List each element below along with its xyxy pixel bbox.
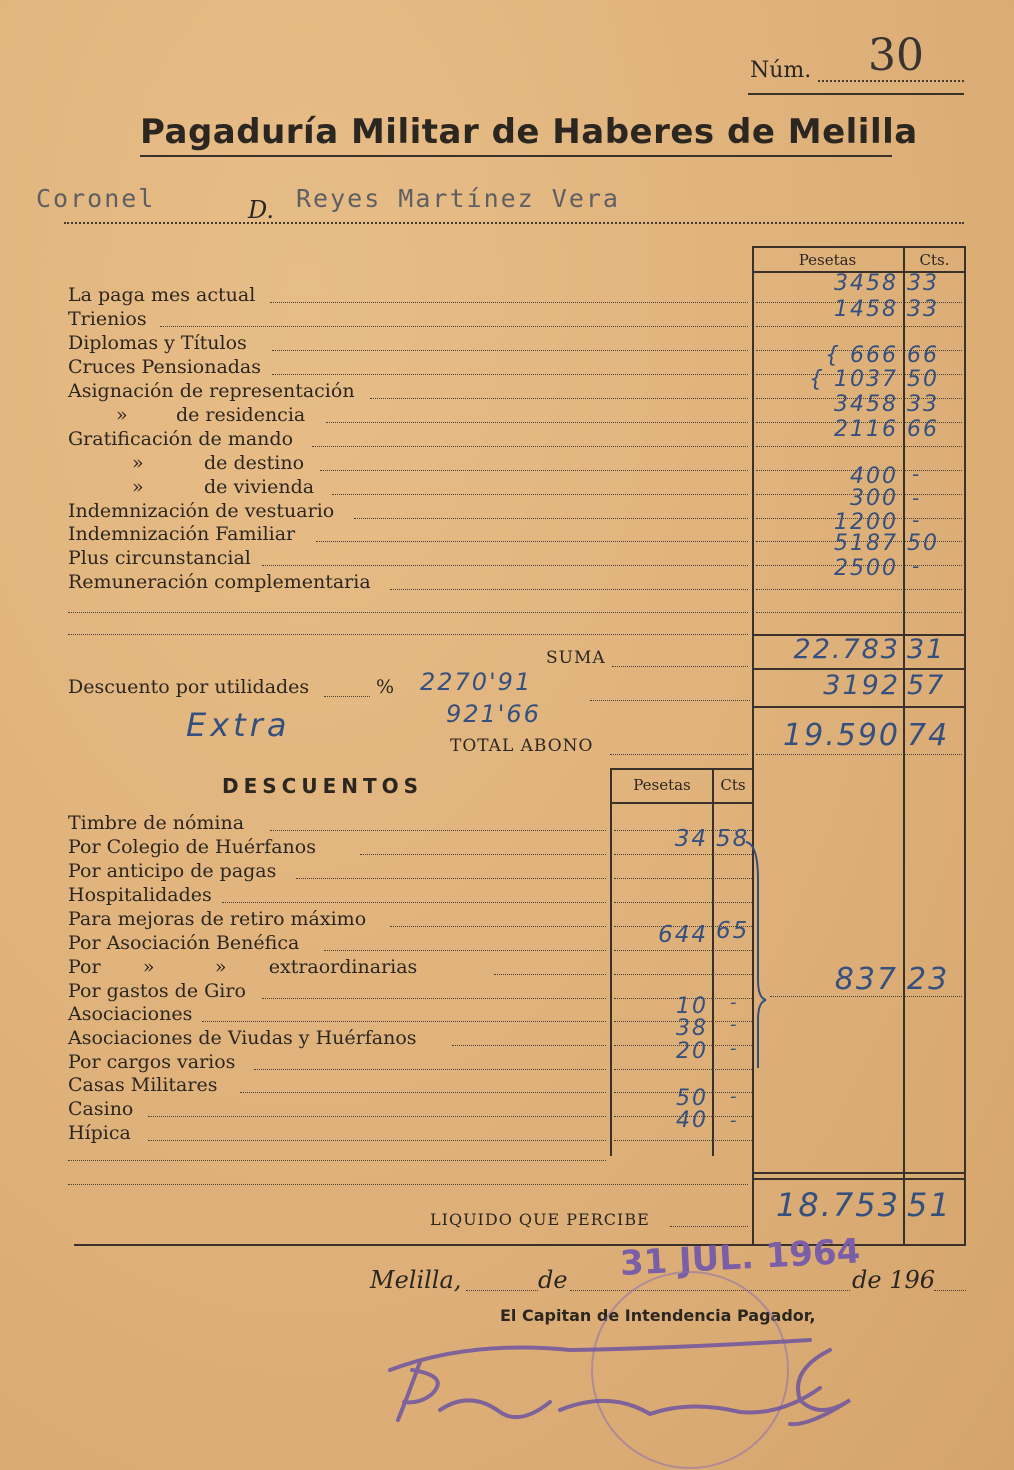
- list-item: Hospitalidades: [68, 884, 212, 906]
- amount-pesetas: 644: [658, 922, 708, 948]
- list-item: Por cargos varios: [68, 1051, 236, 1073]
- leader: [270, 302, 748, 303]
- box-top-border: [752, 246, 966, 248]
- bracket-mark: [740, 840, 770, 1070]
- leader: [160, 326, 748, 327]
- list-item: Por Colegio de Huérfanos: [68, 836, 316, 858]
- list-item: Asignación de representación: [68, 380, 355, 402]
- utilidades-rule: [752, 706, 966, 708]
- recipient-rank: Coronel: [36, 184, 156, 213]
- leader: [68, 1160, 606, 1161]
- amount-cts: -: [912, 462, 922, 486]
- recipient-prefix: D.: [248, 196, 275, 224]
- utilidades-cts: 57: [907, 670, 946, 701]
- list-item: » de destino: [132, 452, 305, 474]
- number-label: Núm.: [750, 58, 812, 83]
- total-abono-cts: 74: [907, 718, 950, 753]
- document-title: Pagaduría Militar de Haberes de Melilla: [140, 112, 918, 152]
- list-item: Asociaciones de Viudas y Huérfanos: [68, 1027, 417, 1049]
- list-item: Casino: [68, 1098, 134, 1120]
- desc-col-pesetas: Pesetas: [633, 776, 691, 794]
- box-row-line: [614, 974, 752, 975]
- amount-pesetas: { 1037: [809, 367, 898, 392]
- list-item: Para mejoras de retiro máximo: [68, 908, 367, 930]
- amount-cts: 65: [716, 918, 750, 944]
- amount-pesetas: 3458: [834, 392, 898, 417]
- box-divider: [903, 246, 905, 1246]
- amount-cts: 50: [907, 367, 939, 392]
- leader: [202, 1021, 606, 1022]
- leader: [222, 902, 606, 903]
- amount-pesetas: 3458: [834, 271, 898, 296]
- leader: [296, 878, 606, 879]
- box-row-line: [756, 612, 962, 613]
- list-item: Plus circunstancial: [68, 547, 251, 569]
- list-item: Asociaciones: [68, 1003, 193, 1025]
- number-rule: [748, 93, 964, 95]
- leader: [670, 1226, 748, 1227]
- amount-pesetas: 1458: [834, 297, 898, 322]
- leader: [262, 565, 748, 566]
- total-abono-label: TOTAL ABONO: [450, 736, 594, 756]
- box-row-line: [614, 1069, 752, 1070]
- amount-cts: -: [912, 508, 922, 532]
- leader: [332, 494, 748, 495]
- leader: [326, 422, 748, 423]
- col-header-cts: Cts.: [919, 251, 950, 269]
- leader: [272, 374, 748, 375]
- total-abono-pesetas: 19.590: [783, 718, 900, 753]
- leader: [240, 1092, 606, 1093]
- amount-pesetas: 10: [676, 994, 708, 1019]
- footer-de-2: de 196: [852, 1266, 936, 1294]
- list-item: Hípica: [68, 1122, 131, 1144]
- leader: [610, 754, 748, 755]
- amount-cts: 33: [907, 392, 939, 417]
- desc-box-left: [610, 768, 612, 1156]
- list-item: Por anticipo de pagas: [68, 860, 277, 882]
- col-header-pesetas: Pesetas: [798, 251, 857, 269]
- leader: [148, 1140, 606, 1141]
- footer-de-1: de: [538, 1266, 568, 1294]
- box-row-line: [756, 326, 962, 327]
- leader: [360, 854, 606, 855]
- amount-pesetas: 20: [676, 1039, 708, 1064]
- amount-pesetas: 300: [850, 486, 898, 511]
- box-row-line: [614, 950, 752, 951]
- liquido-label: LIQUIDO QUE PERCIBE: [430, 1210, 650, 1229]
- number-value: 30: [868, 30, 924, 81]
- list-item: Gratificación de mando: [68, 428, 294, 450]
- utilidades-hand-1: 2270'91: [420, 668, 533, 696]
- descuentos-total-cts: 23: [907, 962, 950, 997]
- amount-pesetas: 50: [676, 1086, 708, 1111]
- leader: [320, 470, 748, 471]
- list-item: Remuneración complementaria: [68, 571, 371, 593]
- leader: [262, 998, 606, 999]
- leader: [466, 1290, 538, 1291]
- descuento-utilidades-label: Descuento por utilidades: [68, 676, 310, 698]
- percent-sign: %: [376, 676, 395, 698]
- signature-mark: [350, 1330, 890, 1440]
- amount-pesetas: 34: [674, 826, 708, 852]
- amount-pesetas: 5187: [834, 531, 898, 556]
- liquido-cts: 51: [907, 1186, 952, 1224]
- title-underline: [140, 155, 892, 157]
- amount-pesetas: 2116: [834, 417, 898, 442]
- box-right-border: [964, 246, 966, 1246]
- leader: [68, 612, 748, 613]
- list-item: Casas Militares: [68, 1074, 218, 1096]
- list-item: Trienios: [68, 308, 147, 330]
- list-item: Indemnización Familiar: [68, 523, 296, 545]
- extra-note: Extra: [186, 706, 291, 744]
- list-item: » de residencia: [116, 404, 306, 426]
- leader: [590, 700, 750, 701]
- desc-box-header-rule: [610, 802, 754, 804]
- amount-pesetas: 38: [676, 1016, 708, 1041]
- amount-cts: 33: [907, 271, 939, 296]
- leader: [324, 696, 370, 697]
- list-item: Por Asociación Benéfica: [68, 932, 300, 954]
- suma-label: SUMA: [546, 648, 606, 668]
- amount-cts: 66: [907, 343, 939, 368]
- leader: [270, 830, 606, 831]
- amount-cts: -: [730, 1014, 739, 1035]
- list-item: » de vivienda: [132, 476, 315, 498]
- leader: [68, 634, 748, 635]
- amount-cts: -: [730, 1086, 739, 1107]
- box-row-line: [756, 446, 962, 447]
- date-stamp: 31 JUL. 1964: [618, 1231, 862, 1284]
- list-item: Por gastos de Giro: [68, 980, 246, 1002]
- leader: [390, 589, 748, 590]
- suma-pesetas: 22.783: [793, 634, 900, 665]
- recipient-line: [64, 222, 964, 224]
- leader: [370, 398, 748, 399]
- amount-cts: -: [912, 554, 922, 578]
- liquido-rule-top: [752, 1172, 966, 1174]
- amount-cts: -: [730, 992, 739, 1013]
- leader: [390, 926, 606, 927]
- box-row-line: [614, 878, 752, 879]
- utilidades-pesetas: 3192: [823, 670, 900, 701]
- leader: [494, 974, 606, 975]
- recipient-name: Reyes Martínez Vera: [296, 184, 620, 213]
- desc-box-mid: [712, 768, 714, 1156]
- box-row-line: [756, 754, 962, 755]
- leader: [452, 1045, 606, 1046]
- list-item: Diplomas y Títulos: [68, 332, 247, 354]
- desc-box-top: [610, 768, 754, 770]
- amount-pesetas: 1200: [834, 510, 898, 535]
- descuentos-total-pesetas: 837: [834, 962, 898, 997]
- amount-pesetas: 400: [850, 464, 898, 489]
- signer-label: El Capitan de Intendencia Pagador,: [500, 1306, 816, 1325]
- box-row-line: [614, 854, 752, 855]
- footer-city: Melilla,: [370, 1266, 462, 1294]
- list-item: Por » » extraordinarias: [68, 956, 418, 978]
- leader: [354, 518, 748, 519]
- liquido-rule-top2: [752, 1178, 966, 1180]
- liquido-pesetas: 18.753: [776, 1186, 900, 1224]
- box-row-line: [756, 589, 962, 590]
- list-item: Timbre de nómina: [68, 812, 245, 834]
- suma-cts: 31: [907, 634, 946, 665]
- list-item: Indemnización de vestuario: [68, 500, 335, 522]
- leader: [272, 350, 748, 351]
- box-left-border: [752, 246, 754, 1246]
- leader: [612, 666, 748, 667]
- list-item: La paga mes actual: [68, 284, 256, 306]
- utilidades-hand-2: 921'66: [446, 700, 541, 728]
- amount-cts: 33: [907, 297, 939, 322]
- amount-cts: -: [912, 486, 922, 510]
- leader: [148, 1116, 606, 1117]
- amount-cts: -: [730, 1038, 739, 1059]
- box-row-line: [614, 902, 752, 903]
- leader: [324, 950, 606, 951]
- leader: [254, 1069, 606, 1070]
- leader: [316, 541, 748, 542]
- number-field: [748, 30, 964, 92]
- box-row-line: [614, 1140, 752, 1141]
- number-underline: [818, 80, 964, 82]
- amount-pesetas: 2500: [834, 556, 898, 581]
- leader: [312, 446, 748, 447]
- list-item: Cruces Pensionadas: [68, 356, 262, 378]
- amount-pesetas: 40: [676, 1108, 708, 1133]
- amount-cts: 58: [716, 826, 750, 852]
- leader: [934, 1290, 966, 1291]
- amount-cts: -: [730, 1110, 739, 1131]
- amount-cts: 66: [907, 417, 939, 442]
- amount-pesetas: { 666: [825, 343, 898, 368]
- desc-col-cts: Cts: [720, 776, 746, 794]
- descuentos-title: DESCUENTOS: [222, 774, 424, 798]
- leader: [68, 1184, 748, 1185]
- amount-cts: 50: [907, 531, 939, 556]
